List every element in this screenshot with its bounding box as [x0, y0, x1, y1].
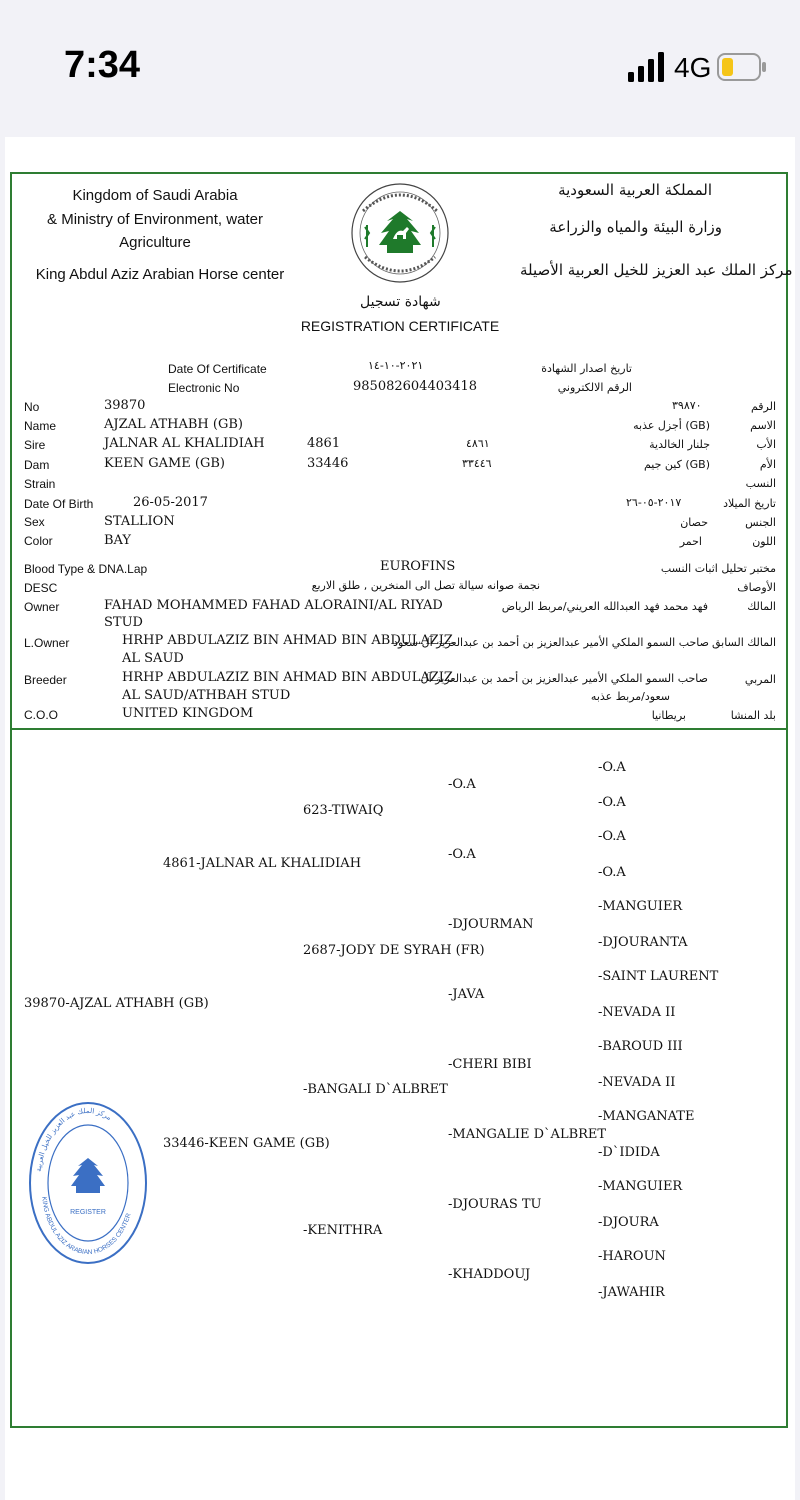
desc-label: DESC [24, 581, 58, 595]
blood-type-label: Blood Type & DNA.Lap [24, 562, 148, 576]
pedigree-g2-1: 623-TIWAIQ [303, 803, 384, 818]
coo-label-ar: بلد المنشا [730, 709, 776, 722]
pedigree-g3-2: -O.A [448, 847, 476, 862]
pedigree-dam: 33446-KEEN GAME (GB) [163, 1136, 330, 1151]
color-value-ar: احمر [679, 535, 702, 548]
no-label-ar: الرقم [750, 400, 776, 413]
dob-value: 26-05-2017 [133, 495, 208, 510]
last-owner-value-ar: صاحب السمو الملكي الأمير عبدالعزيز بن أحمد بن عبدالعزيز آل سعود [393, 636, 709, 649]
color-label-ar: اللون [752, 535, 776, 548]
sire-label: Sire [24, 438, 46, 452]
date-of-certificate-value: ٢٠٢١-١٠-١٤ [368, 359, 424, 372]
pedigree-g3-4: -JAVA [448, 987, 485, 1002]
sire-value-ar: جلنار الخالدية [649, 438, 710, 451]
breeder-label-ar: المربي [744, 673, 776, 686]
dob-label-ar: تاريخ الميلاد [723, 497, 776, 510]
pedigree-g4-1: -O.A [598, 760, 626, 775]
dam-number-ar: ٣٣٤٤٦ [462, 457, 492, 470]
pedigree-g3-6: -MANGALIE D`ALBRET [448, 1127, 607, 1142]
stamp-register-word: REGISTER [70, 1209, 106, 1216]
owner-value-line1: FAHAD MOHAMMED FAHAD ALORAINI/AL RIYAD [104, 598, 443, 613]
owner-value-ar: فهد محمد فهد العبدالله العريني/مربط الرياض [501, 600, 708, 613]
pedigree-g4-16: -JAWAHIR [598, 1285, 665, 1300]
header-en-line2: & Ministry of Environment, water [47, 211, 263, 228]
date-of-certificate-label: Date Of Certificate [168, 362, 267, 376]
certificate-title-ar: شهادة تسجيل [360, 294, 441, 310]
header-en-center: King Abdul Aziz Arabian Horse center [35, 266, 285, 283]
pedigree-g3-3: -DJOURMAN [448, 917, 534, 932]
section-divider [10, 728, 788, 730]
pedigree-g4-10: -NEVADA II [598, 1075, 676, 1090]
pedigree-subject: 39870-AJZAL ATHABH (GB) [24, 996, 209, 1011]
name-label-ar: الاسم [750, 419, 776, 432]
strain-label-ar: النسب [745, 477, 776, 490]
pedigree-g4-9: -BAROUD III [598, 1039, 683, 1054]
last-owner-label-ar: المالك السابق [711, 636, 776, 649]
breeder-value-line1: HRHP ABDULAZIZ BIN AHMAD BIN ABDULAZIZ [122, 670, 453, 685]
pedigree-g4-5: -MANGUIER [598, 899, 683, 914]
dob-label: Date Of Birth [24, 497, 94, 511]
signal-strength-icon [628, 52, 666, 82]
no-value-ar: ٣٩٨٧٠ [672, 399, 702, 412]
pedigree-g4-11: -MANGANATE [598, 1109, 695, 1124]
sex-value: STALLION [104, 514, 175, 529]
pedigree-g4-15: -HAROUN [598, 1249, 666, 1264]
owner-label-ar: المالك [747, 600, 776, 613]
pedigree-g4-8: -NEVADA II [598, 1005, 676, 1020]
dam-value: KEEN GAME (GB) [104, 456, 225, 471]
color-value: BAY [104, 533, 131, 548]
pedigree-g4-3: -O.A [598, 829, 626, 844]
registry-stamp-seal [26, 1100, 150, 1266]
name-label: Name [24, 419, 57, 433]
owner-value-line2: STUD [104, 615, 143, 630]
battery-icon [717, 52, 767, 82]
status-time: 7:34 [64, 44, 141, 86]
header-ar-line2: وزارة البيئة والمياه والزراعة [549, 218, 722, 236]
sire-number-ar: ٤٨٦١ [466, 437, 490, 450]
sire-value: JALNAR AL KHALIDIAH [104, 436, 265, 451]
breeder-value-ar-line2: سعود/مربط عذبه [590, 690, 670, 703]
electronic-no-value: 985082604403418 [353, 379, 478, 394]
sire-number: 4861 [307, 436, 341, 451]
dam-value-ar: (GB) كين جيم [643, 458, 710, 471]
coo-label: C.O.O [24, 708, 59, 722]
blood-type-value: EUROFINS [380, 559, 456, 574]
sex-label-ar: الجنس [745, 516, 776, 529]
pedigree-g2-3: -BANGALI D`ALBRET [303, 1082, 448, 1097]
desc-label-ar: الأوصاف [737, 581, 776, 594]
header-en-line3: Agriculture [119, 234, 191, 251]
dam-number: 33446 [307, 456, 349, 471]
name-value-ar: (GB) أجزل عذبه [633, 419, 710, 432]
dam-label-ar: الأم [759, 458, 776, 471]
color-label: Color [24, 534, 53, 548]
header-ar-line1: المملكة العربية السعودية [558, 181, 712, 199]
center-emblem-logo [349, 181, 451, 285]
breeder-value-ar-line1: صاحب السمو الملكي الأمير عبدالعزيز بن أحمد بن عبدالعزيز آل [420, 672, 708, 685]
stamp-text-bottom: KING ABDUL AZIZ ARABIAN HORSES CENTER [40, 1196, 133, 1257]
blood-type-label-ar: مختبر تحليل اثبات النسب [660, 562, 776, 575]
status-bar [0, 0, 800, 120]
sex-value-ar: حصان [680, 516, 708, 529]
pedigree-g4-6: -DJOURANTA [598, 935, 688, 950]
name-value: AJZAL ATHABH (GB) [104, 417, 243, 432]
pedigree-g3-7: -DJOURAS TU [448, 1197, 542, 1212]
breeder-label: Breeder [24, 673, 67, 687]
strain-label: Strain [24, 477, 56, 491]
last-owner-value-line2: AL SAUD [122, 651, 184, 666]
svg-text:مركز الملك عبد العزيز للخيل ال [35, 1107, 113, 1172]
date-of-certificate-label-ar: تاريخ اصدار الشهادة [541, 362, 632, 375]
no-label: No [24, 400, 40, 414]
last-owner-value-line1: HRHP ABDULAZIZ BIN AHMAD BIN ABDULAZIZ [122, 633, 453, 648]
sex-label: Sex [24, 515, 45, 529]
pedigree-g4-14: -DJOURA [598, 1215, 659, 1230]
pedigree-g3-1: -O.A [448, 777, 476, 792]
electronic-no-label-ar: الرقم الالكتروني [557, 381, 632, 394]
dob-value-ar: ٢٠١٧-٠٥-٢٦ [626, 496, 682, 509]
pedigree-g4-7: -SAINT LAURENT [598, 969, 719, 984]
stamp-text-top: مركز الملك عبد العزيز للخيل العربية [34, 1106, 113, 1173]
pedigree-g3-8: -KHADDOUJ [448, 1267, 531, 1282]
electronic-no-label: Electronic No [168, 381, 240, 395]
pedigree-g2-4: -KENITHRA [303, 1223, 383, 1238]
network-type: 4G [674, 52, 712, 83]
breeder-value-line2: AL SAUD/ATHBAH STUD [122, 688, 291, 703]
pedigree-g4-2: -O.A [598, 795, 626, 810]
pedigree-g3-5: -CHERI BIBI [448, 1057, 532, 1072]
certificate-title-en: REGISTRATION CERTIFICATE [300, 318, 500, 334]
header-en-line1: Kingdom of Saudi Arabia [72, 187, 238, 204]
pedigree-sire: 4861-JALNAR AL KHALIDIAH [163, 856, 362, 871]
dam-label: Dam [24, 458, 50, 472]
coo-value: UNITED KINGDOM [122, 706, 254, 721]
pedigree-g4-13: -MANGUIER [598, 1179, 683, 1194]
last-owner-label: L.Owner [24, 636, 70, 650]
pedigree-g4-12: -D`IDIDA [598, 1145, 660, 1160]
owner-label: Owner [24, 600, 60, 614]
header-ar-center: مركز الملك عبد العزيز للخيل العربية الأصيلة [520, 261, 793, 279]
pedigree-g2-2: 2687-JODY DE SYRAH (FR) [303, 943, 485, 958]
pedigree-g4-4: -O.A [598, 865, 626, 880]
no-value: 39870 [104, 398, 146, 413]
desc-value: نجمة صوانه سيالة تصل الى المنخرين , طلق الاربع [311, 579, 540, 592]
coo-value-ar: بريطانيا [651, 709, 686, 722]
sire-label-ar: الأب [756, 438, 776, 451]
